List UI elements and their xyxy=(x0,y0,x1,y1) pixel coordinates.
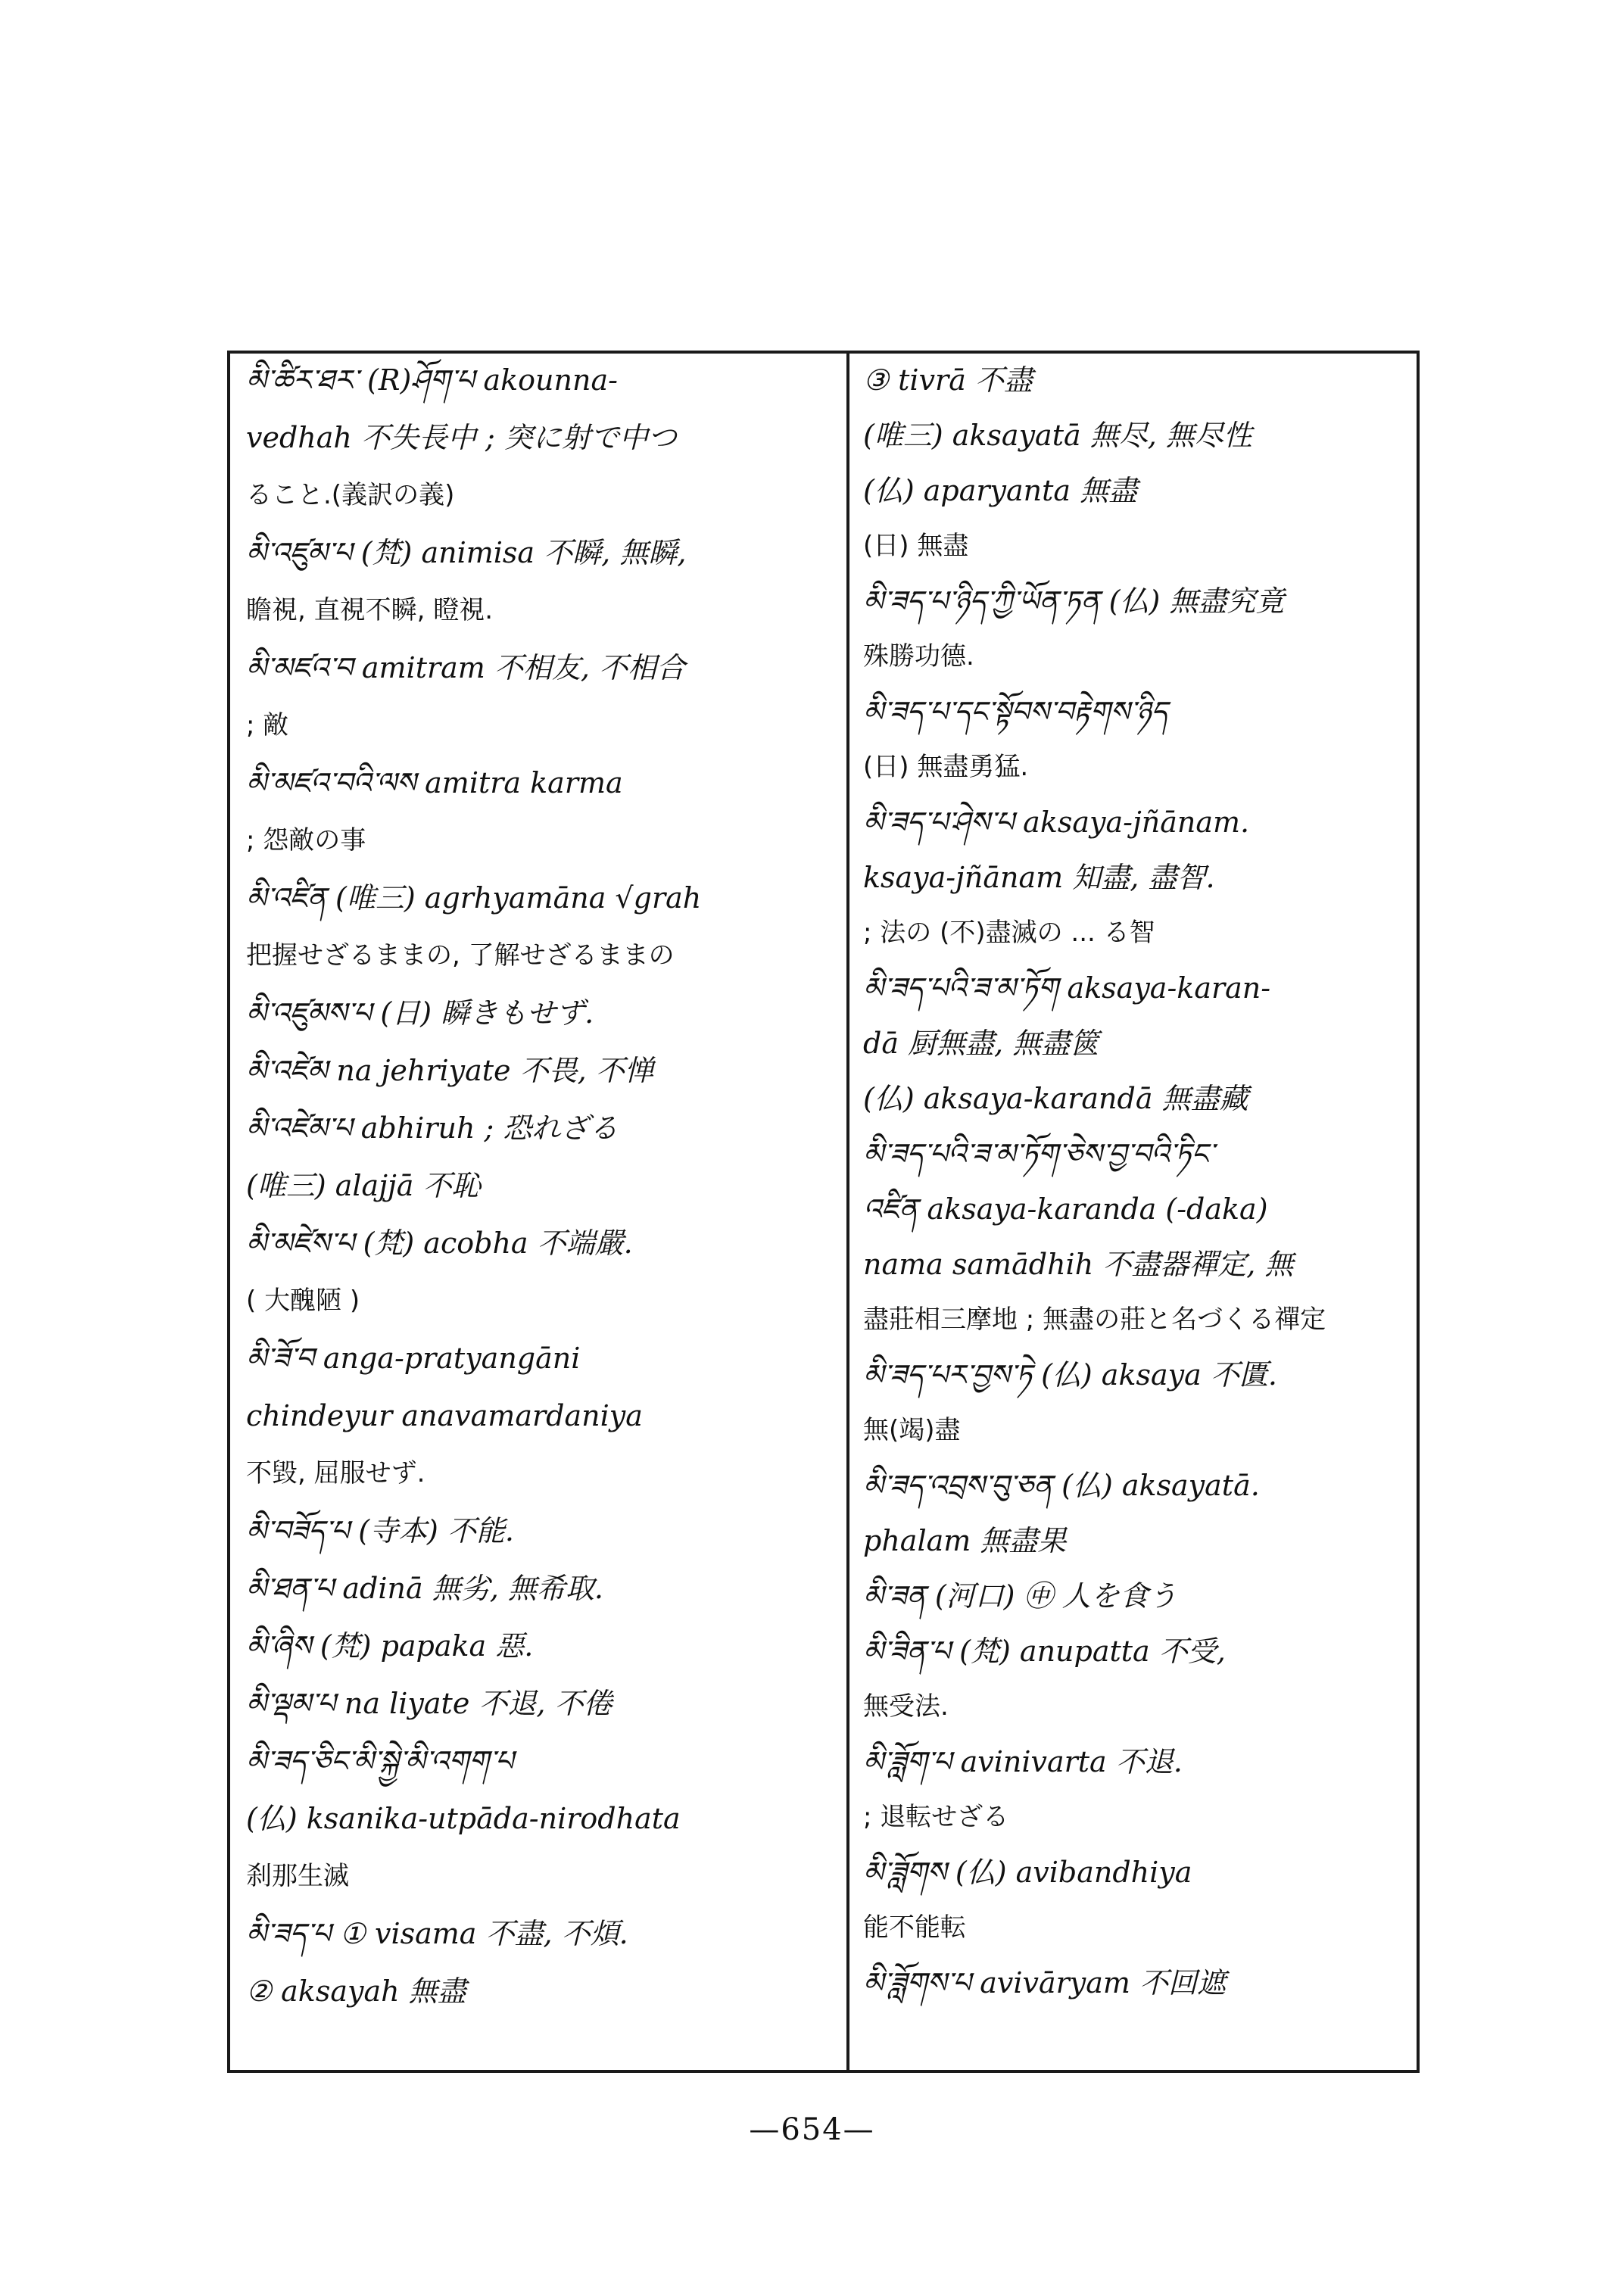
entry-line: མི་ཟད་པའི་ཟ་མ་ཏོག aksaya-karan- xyxy=(863,971,1271,1005)
entry-line: མི་ཟློགས་པ avivāryam 不回遮 xyxy=(863,1966,1227,1999)
entry-line: 殊勝功德. xyxy=(863,641,974,672)
entry-line: (仏) aparyanta 無盡 xyxy=(863,474,1138,507)
entry-line: མི་བཟོད་པ (寺本) 不能. xyxy=(246,1514,515,1548)
entry-line: མི་ཟད་པའི་ཟ་མ་ཏོག་ཅེས་བྱ་བའི་ཏིང་ xyxy=(863,1137,1214,1170)
entry-line: ; 法の (不)盡滅の ... る智 xyxy=(863,918,1155,948)
entry-line: མི་ཐན་པ adinā 無劣, 無希取. xyxy=(246,1572,603,1605)
entry-line: ③ tivrā 不盡 xyxy=(863,363,1033,397)
entry-line: 瞻視, 直視不瞬, 瞪視. xyxy=(246,595,494,625)
entry-line: མི་འཛེམ na jehriyate 不畏, 不惮 xyxy=(246,1054,653,1087)
entry-line: dā 厨無盡, 無盡篋 xyxy=(863,1027,1099,1060)
entry-line: མི་ཞིས (梵) papaka 惡. xyxy=(246,1629,534,1663)
entry-line: 能不能転 xyxy=(863,1912,966,1943)
entry-line: མི་ཟན (河口) ㊥ 人を食う xyxy=(863,1579,1177,1613)
entry-line: མི་འཛུམས་པ (日) 瞬きもせず. xyxy=(246,996,594,1030)
entry-line: ; 退転せざる xyxy=(863,1802,1009,1832)
entry-line: ( 大醜陋 ) xyxy=(246,1286,360,1316)
entry-line: 無(竭)盡 xyxy=(863,1415,961,1445)
entry-line: phalam 無盡果 xyxy=(863,1524,1067,1557)
entry-line: (唯三) aksayatā 無尽, 無尽性 xyxy=(863,419,1252,452)
entry-line: མི་འཛིན (唯三) agrhyamāna √grah xyxy=(246,881,702,915)
left-column xyxy=(246,356,837,2063)
entry-line: (日) 無盡勇猛. xyxy=(863,752,1029,782)
entry-line: མི་ཟད་པ་ཤེས་པ aksaya-jñānam. xyxy=(863,806,1250,839)
entry-line: མི་འཛེམ་པ abhiruh ; 恐れざる xyxy=(246,1111,619,1145)
entry-line: མི་ཟད་ཅིང་མི་སྐྱེ་མི་འགག་པ xyxy=(246,1744,514,1778)
entry-line: ること.(義訳の義) xyxy=(246,480,455,510)
entry-line: མི་ཟད་པ་དང་སྟོབས་བརྟེགས་ཉིད xyxy=(863,695,1168,728)
entry-line: 把握せざるままの, 了解せざるままの xyxy=(246,940,675,971)
entry-line: མི་མཛའ་བ amitram 不相友, 不相合 xyxy=(246,651,686,684)
entry-line: མི་མཛེས་པ (梵) acobha 不端嚴. xyxy=(246,1226,633,1260)
entry-line: མི་ལྡམ་པ na liyate 不退, 不倦 xyxy=(246,1687,613,1720)
entry-line: vedhah 不失長中 ; 突に射で中つ xyxy=(246,421,677,454)
entry-line: འཛིན aksaya-karanda (-daka) xyxy=(863,1192,1268,1226)
entry-line: (仏) aksaya-karandā 無盡藏 xyxy=(863,1082,1248,1115)
entry-line: (唯三) alajjā 不恥 xyxy=(246,1169,481,1202)
entry-line: ; 敵 xyxy=(246,710,289,740)
entry-line: མི་མཛའ་བའི་ལས amitra karma xyxy=(246,766,623,799)
entry-line: nama samādhih 不盡器禪定, 無 xyxy=(863,1248,1294,1281)
entry-line: མི་ཚིར་ཐར་ (R)ཤོག་པ akounna- xyxy=(246,363,618,397)
column-divider xyxy=(846,351,849,2073)
entry-line: chindeyur anavamardaniya xyxy=(246,1399,643,1432)
entry-line: 刹那生滅 xyxy=(246,1861,349,1891)
right-column xyxy=(863,356,1408,2063)
page-number: —654— xyxy=(749,2112,875,2147)
entry-line: མི་ཟད་འབྲས་བུ་ཅན (仏) aksayatā. xyxy=(863,1469,1260,1502)
entry-line: མི་ཟད་པར་བྱས་ཏེ (仏) aksaya 不匱. xyxy=(863,1358,1277,1392)
entry-line: མི་ཟློག་པ avinivarta 不退. xyxy=(863,1745,1183,1778)
entry-line: (日) 無盡 xyxy=(863,531,969,561)
entry-line: 無受法. xyxy=(863,1691,949,1722)
entry-line: ② aksayah 無盡 xyxy=(246,1975,466,2008)
entry-line: མི་ཟད་པ ① visama 不盡, 不煩. xyxy=(246,1917,628,1950)
entry-line: མི་ཟད་པ་ཉིད་ཀྱི་ཡོན་ཏན (仏) 無盡究竟 xyxy=(863,584,1285,618)
entry-line: མི་འཛུམ་པ (梵) animisa 不瞬, 無瞬, xyxy=(246,536,687,569)
entry-line: 盡莊相三摩地 ; 無盡の莊と名づくる禪定 xyxy=(863,1304,1326,1335)
entry-line: མི་ཟློགས (仏) avibandhiya xyxy=(863,1856,1192,1889)
entry-line: 不毀, 屈服せず. xyxy=(246,1458,425,1488)
entry-line: མི་ཟིན་པ (梵) anupatta 不受, xyxy=(863,1635,1226,1668)
entry-line: ksaya-jñānam 知盡, 盡智. xyxy=(863,861,1215,894)
entry-line: ; 怨敵の事 xyxy=(246,825,366,856)
entry-line: མི་ཟོ་བ anga-pratyangāni xyxy=(246,1342,581,1375)
entry-line: (仏) ksanika-utpāda-nirodhata xyxy=(246,1802,681,1835)
